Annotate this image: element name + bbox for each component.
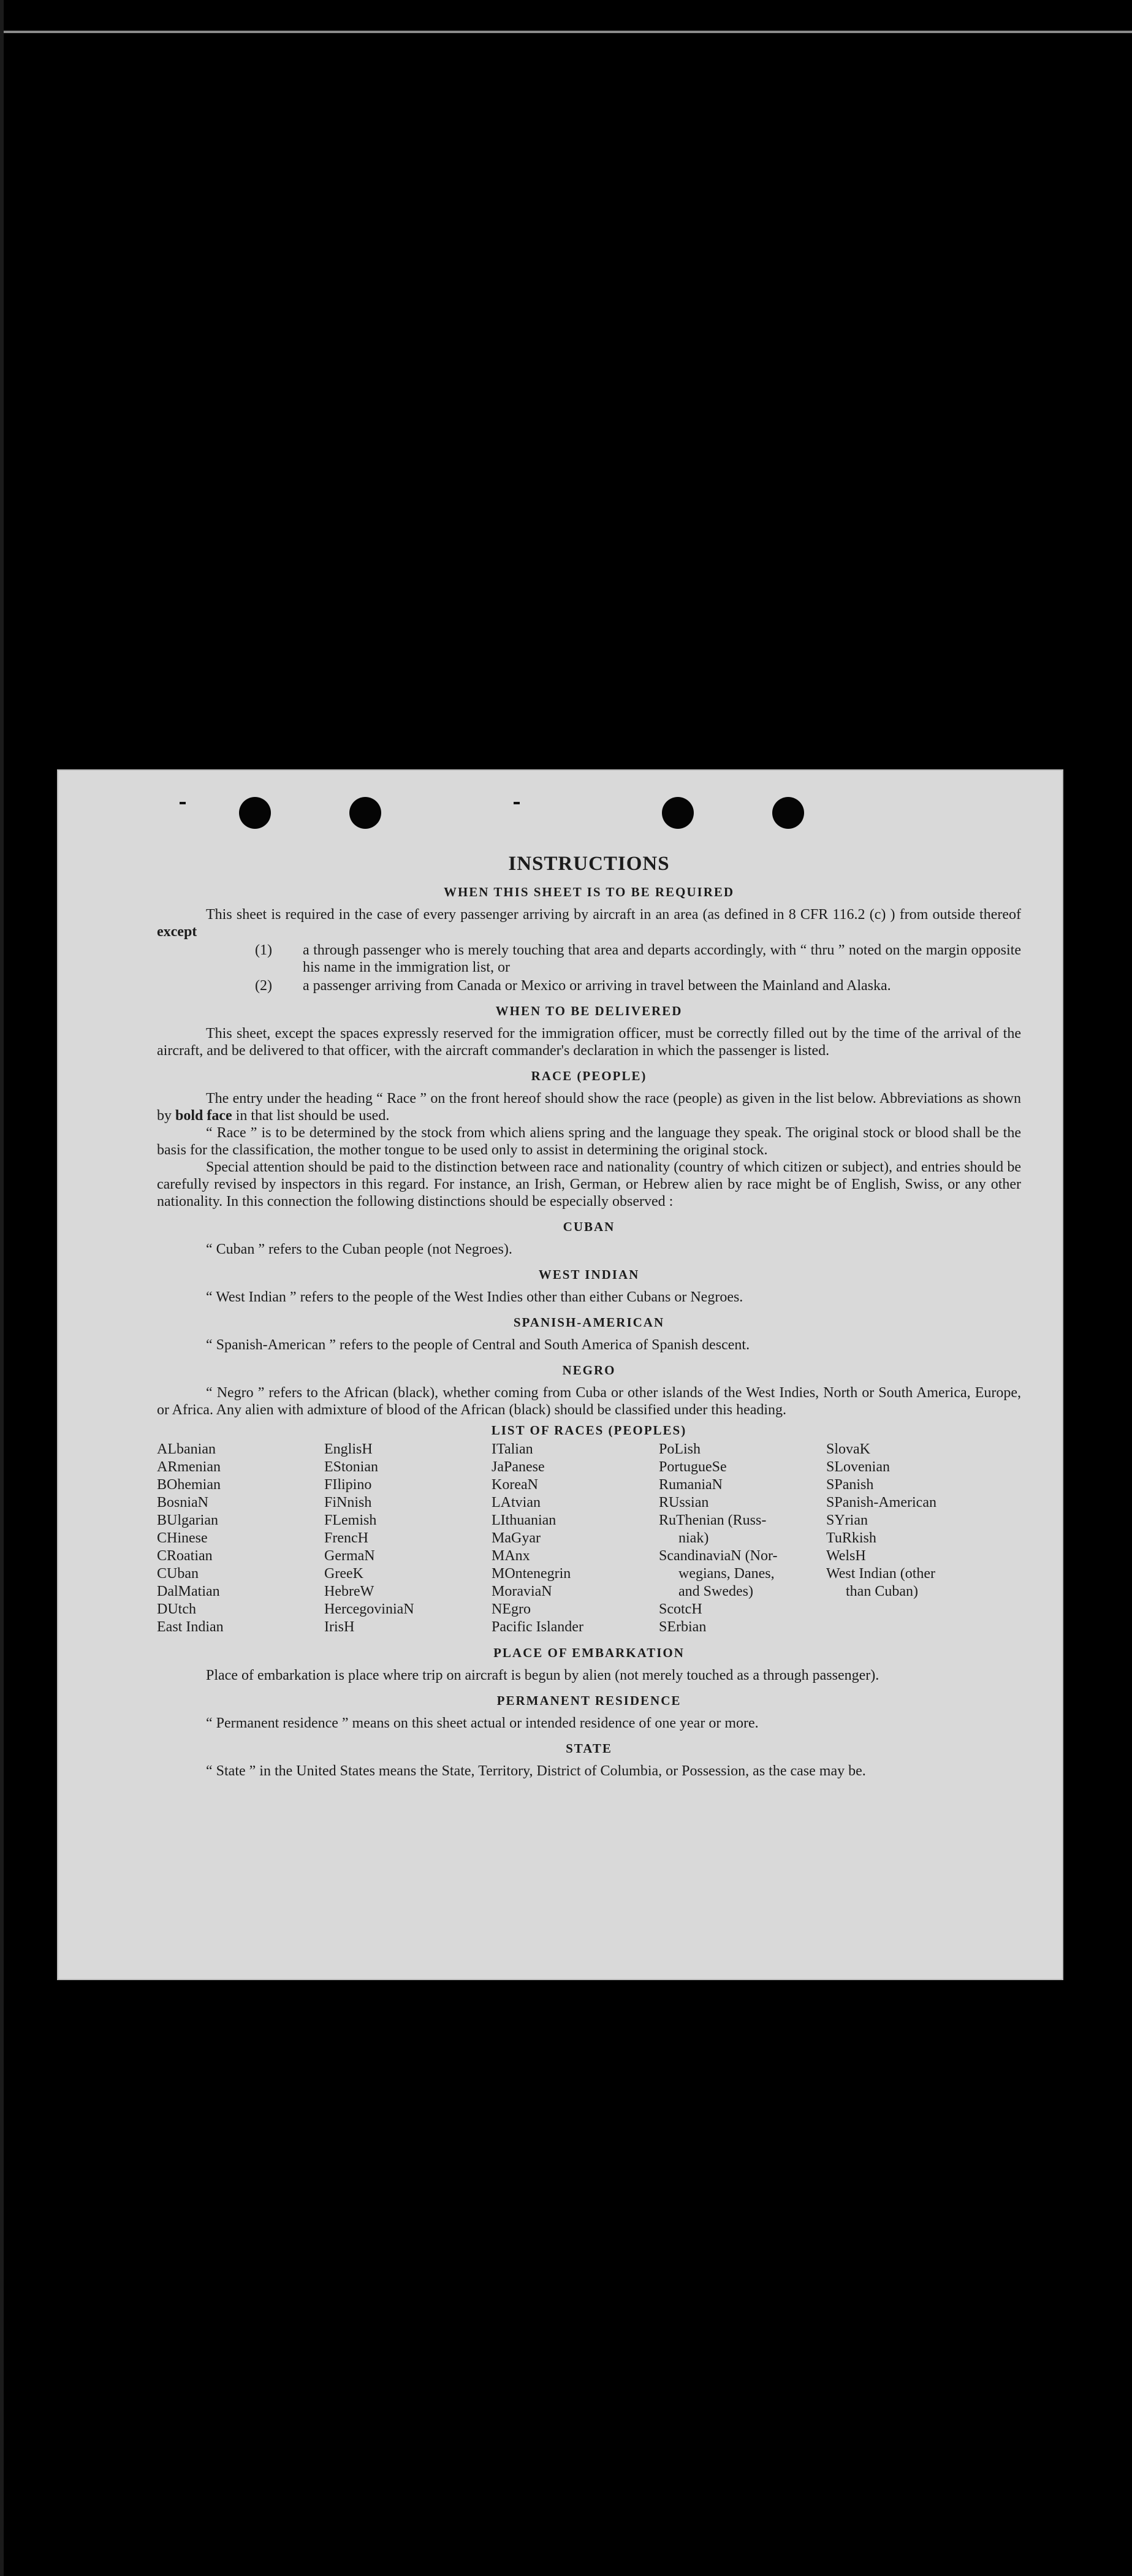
race-item: LAtvian <box>492 1495 541 1511</box>
delivered-text: This sheet, except the spaces expressly reserved for the immigration officer, must be correctly filled out by the time of the arrival of the aircraft, and be delivered to that officer, with the aircraft commander's declaration in which the passenger is listed. <box>157 1026 1021 1059</box>
except-keyword: except <box>157 924 197 940</box>
race-item: EnglisH <box>324 1441 373 1457</box>
heading-negro: NEGRO <box>562 1363 616 1378</box>
race-item: ScotcH <box>659 1601 702 1617</box>
race-item: MoraviaN <box>492 1583 552 1599</box>
heading-permanent-residence: PERMANENT RESIDENCE <box>496 1693 682 1708</box>
heading-race: RACE (PEOPLE) <box>531 1069 647 1083</box>
race-item: NEgro <box>492 1601 531 1617</box>
race-item: ALbanian <box>157 1441 216 1457</box>
race-item: FIlipino <box>324 1477 372 1493</box>
heading-state: STATE <box>566 1741 612 1756</box>
race-item: East Indian <box>157 1619 224 1635</box>
heading-list-of-races: LIST OF RACES (PEOPLES) <box>491 1423 687 1438</box>
race-item: JaPanese <box>492 1459 545 1475</box>
state-text: “ State ” in the United States means the State, Territory, District of Columbia, or Possession, as the case may be. <box>206 1763 866 1779</box>
heading-embarkation: PLACE OF EMBARKATION <box>493 1645 685 1660</box>
race-item: ScandinaviaN (Nor- <box>659 1548 778 1564</box>
heading-spanish-american: SPANISH-AMERICAN <box>513 1315 665 1330</box>
race-item: GreeK <box>324 1566 363 1582</box>
race-item: BOhemian <box>157 1477 221 1493</box>
race-item: SlovaK <box>826 1441 870 1457</box>
race-item-continued: wegians, Danes, <box>678 1566 775 1582</box>
embarkation-text: Place of embarkation is place where trip on aircraft is begun by alien (not merely touched as a through passenger). <box>206 1667 879 1683</box>
heading-west-indian: WEST INDIAN <box>538 1267 640 1282</box>
race-paragraph-2: “ Race ” is to be determined by the stock from which aliens spring and the language they speak. The original stock or blood shall be the basis for the classification, the mother tongue to be used only to assist in determining the original stock. <box>157 1125 1021 1158</box>
race-item-continued: than Cuban) <box>846 1583 918 1599</box>
required-item-2: (2) a passenger arriving from Canada or Mexico or arriving in travel between the Mainland and Alaska. <box>255 978 891 994</box>
race-item: DalMatian <box>157 1583 220 1599</box>
heading-when-delivered: WHEN TO BE DELIVERED <box>495 1004 683 1018</box>
race-item: CUban <box>157 1566 199 1582</box>
punch-hole-3 <box>662 797 694 829</box>
heading-when-required: WHEN THIS SHEET IS TO BE REQUIRED <box>443 885 735 899</box>
race-item: RuThenian (Russ- <box>659 1512 767 1528</box>
race-item: RumaniaN <box>659 1477 723 1493</box>
required-item-1: (1) a through passenger who is merely touching that area and departs accordingly, with “ thru ” noted on the margin opposite his name in the immigration list, or <box>255 942 1021 975</box>
heading-cuban: CUBAN <box>563 1219 615 1234</box>
punch-hole-1 <box>239 797 271 829</box>
page-title: INSTRUCTIONS <box>508 853 670 875</box>
race-item: SYrian <box>826 1512 868 1528</box>
race-item: PortugueSe <box>659 1459 727 1475</box>
races-column-4 <box>659 1441 826 1636</box>
races-column-2 <box>324 1441 492 1636</box>
races-list <box>157 1441 1021 1636</box>
punch-hole-4 <box>772 797 804 829</box>
race-item: MaGyar <box>492 1530 541 1546</box>
races-column-3 <box>492 1441 659 1636</box>
race-item: PoLish <box>659 1441 701 1457</box>
race-item: MAnx <box>492 1548 530 1564</box>
race-item: CHinese <box>157 1530 208 1546</box>
race-item: EStonian <box>324 1459 378 1475</box>
race-item: TuRkish <box>826 1530 876 1546</box>
race-item: DUtch <box>157 1601 196 1617</box>
west-indian-text: “ West Indian ” refers to the people of the West Indies other than either Cubans or Negroes. <box>206 1289 743 1305</box>
race-item: LIthuanian <box>492 1512 557 1528</box>
instruction-sheet <box>57 769 1063 1980</box>
race-item-continued: and Swedes) <box>678 1583 753 1599</box>
race-item: GermaN <box>324 1548 375 1564</box>
race-item: KoreaN <box>492 1477 538 1493</box>
race-item: HebreW <box>324 1583 374 1599</box>
race-item: SPanish <box>826 1477 874 1493</box>
cuban-text: “ Cuban ” refers to the Cuban people (not Negroes). <box>206 1241 512 1257</box>
race-item: BosniaN <box>157 1495 208 1511</box>
race-item: MOntenegrin <box>492 1566 571 1582</box>
race-item: WelsH <box>826 1548 866 1564</box>
race-item: FiNnish <box>324 1495 372 1511</box>
race-item: IrisH <box>324 1619 355 1635</box>
scan-speck <box>180 802 186 804</box>
race-item: West Indian (other <box>826 1566 936 1582</box>
scan-top-line <box>0 31 1132 33</box>
race-item: FrencH <box>324 1530 368 1546</box>
race-item-continued: niak) <box>678 1530 709 1546</box>
races-column-5 <box>826 1441 1010 1636</box>
required-intro: This sheet is required in the case of every passenger arriving by aircraft in an area (as defined in 8 CFR 116.2 (c) ) from outside thereof except <box>157 907 1021 940</box>
race-item: HercegoviniaN <box>324 1601 414 1617</box>
race-item: SLovenian <box>826 1459 890 1475</box>
race-item: ITalian <box>492 1441 533 1457</box>
race-paragraph-3: Special attention should be paid to the distinction between race and nationality (country of which citizen or subject), and entries should be carefully revised by inspectors in this regard. For instance, an Irish, German, or Hebrew alien by race might be of English, Swiss, or any other nationality. In this connection the following distinctions should be especially observed : <box>157 1159 1021 1210</box>
race-item: RUssian <box>659 1495 709 1511</box>
race-item: FLemish <box>324 1512 377 1528</box>
scan-left-edge <box>0 0 4 2576</box>
race-item: SErbian <box>659 1619 707 1635</box>
race-item: SPanish-American <box>826 1495 936 1511</box>
instructions-content <box>157 852 1021 1780</box>
race-item: Pacific Islander <box>492 1619 583 1635</box>
race-paragraph-1: The entry under the heading “ Race ” on the front hereof should show the race (people) as given in the list below. Abbreviations as shown by bold face in that list should be used. <box>157 1091 1021 1124</box>
race-item: CRoatian <box>157 1548 213 1564</box>
spanish-american-text: “ Spanish-American ” refers to the people of Central and South America of Spanish descent. <box>206 1337 750 1353</box>
residence-text: “ Permanent residence ” means on this sheet actual or intended residence of one year or more. <box>206 1715 759 1731</box>
race-item: BUlgarian <box>157 1512 218 1528</box>
scan-speck <box>514 802 520 804</box>
races-column-1 <box>157 1441 324 1636</box>
negro-text: “ Negro ” refers to the African (black), whether coming from Cuba or other islands of the West Indies, North or South America, Europe, or Africa. Any alien with admixture of blood of the African (black) should be classified under this heading. <box>157 1385 1021 1418</box>
race-item: ARmenian <box>157 1459 221 1475</box>
punch-hole-2 <box>349 797 381 829</box>
